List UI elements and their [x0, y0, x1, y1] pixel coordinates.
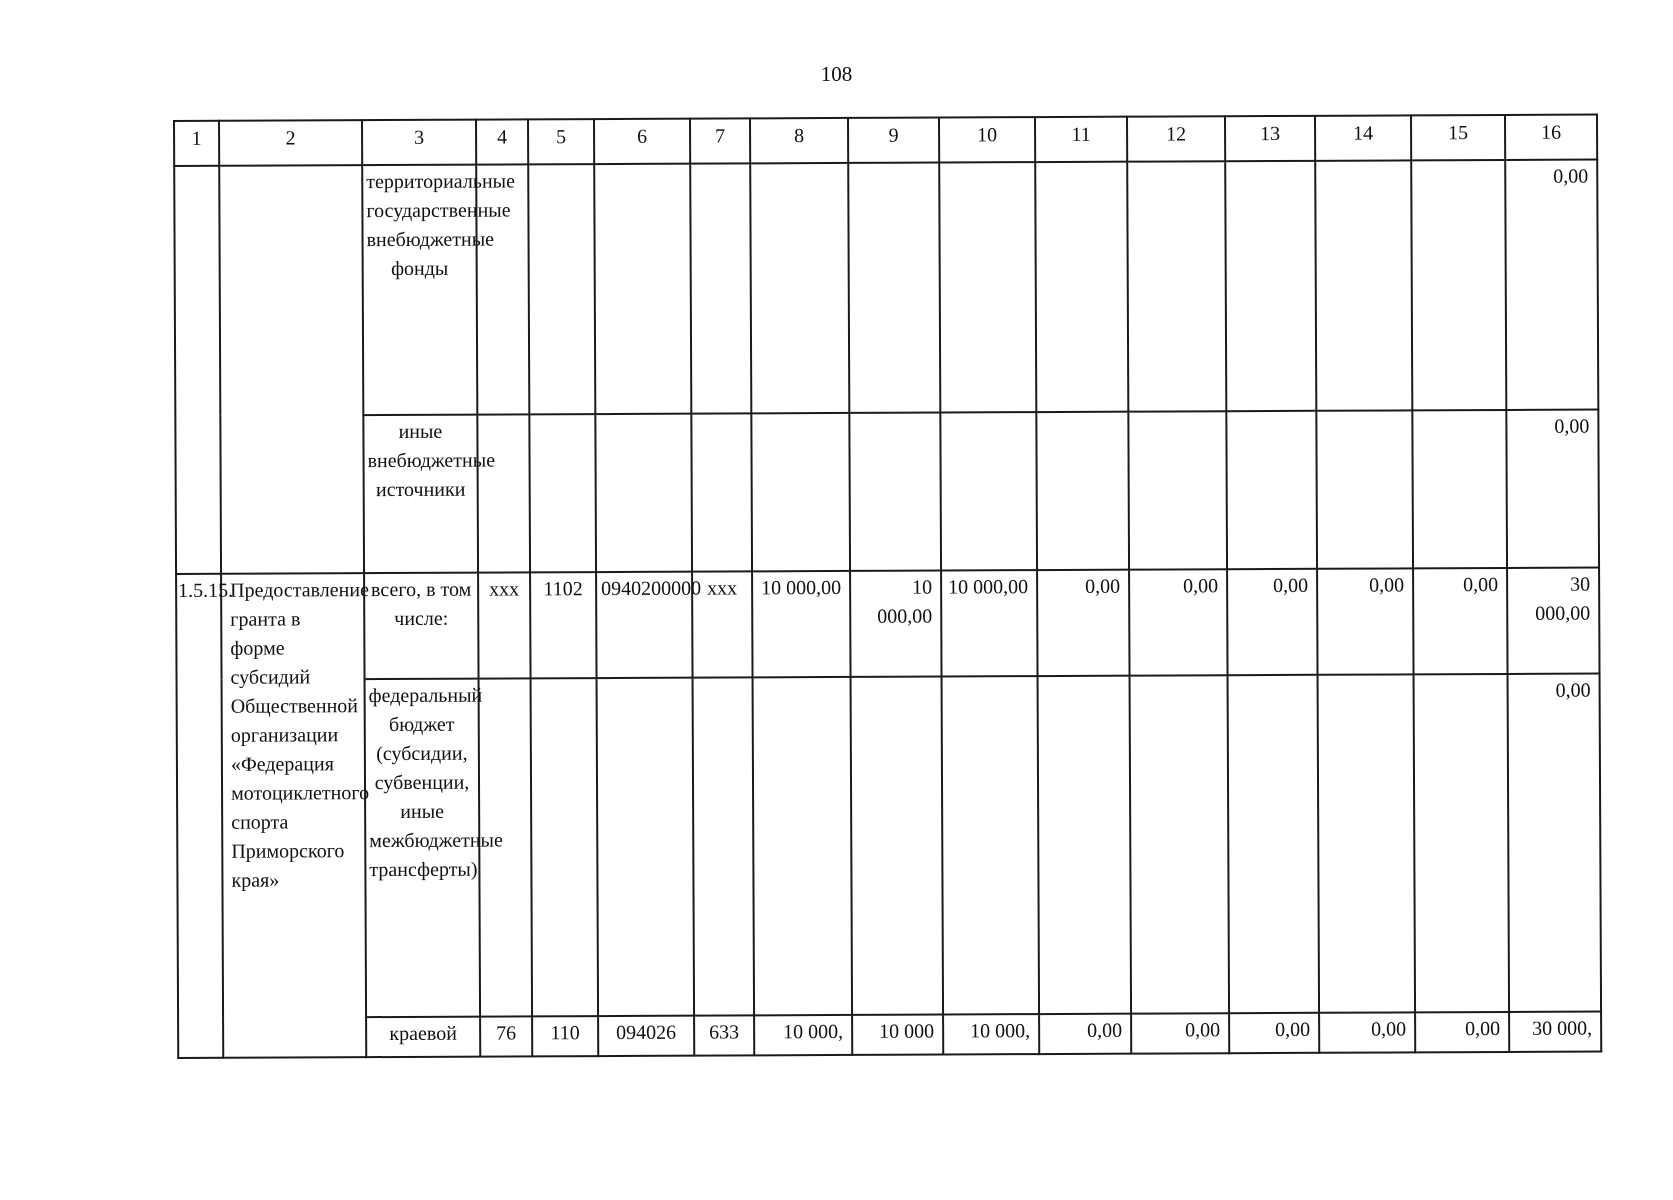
header-col-16: 16	[1505, 115, 1597, 160]
cell-regional-c10: 10 000,	[943, 1014, 1039, 1054]
cell-total-territorial: 0,00	[1505, 160, 1598, 410]
cell-regional-c11: 0,00	[1039, 1014, 1131, 1054]
cell-regional-c8: 10 000,	[754, 1015, 852, 1055]
table-row-regional	[178, 1012, 1601, 1058]
header-col-1: 1	[174, 121, 219, 166]
cell-regional-c14: 0,00	[1319, 1012, 1415, 1052]
cell-regional-c7: 633	[694, 1015, 754, 1055]
cell-source-total: всего, в том числе:	[364, 573, 478, 680]
header-col-10: 10	[939, 117, 1035, 162]
cell-source-territorial: территориальные государственные внебюджетные фонды	[362, 165, 477, 416]
header-col-3: 3	[362, 120, 476, 166]
cell-total-c4: ххх	[478, 572, 530, 678]
cell-source-federal: федеральный бюджет (субсидии, субвенции, иные межбюджетные трансферты)	[365, 679, 481, 1018]
cell-total-c9: 10 000,00	[850, 571, 941, 677]
table-row-other-sources	[175, 410, 1599, 574]
cell-item-number-empty	[174, 166, 221, 574]
cell-regional-c5: 110	[532, 1016, 598, 1056]
cell-total-c13: 0,00	[1227, 569, 1317, 675]
cell-regional-c13: 0,00	[1229, 1013, 1319, 1053]
header-col-13: 13	[1225, 116, 1315, 161]
cell-regional-c15: 0,00	[1415, 1012, 1509, 1052]
cell-item-name: Предоставление гранта в форме субсидий Общественной организации «Федерация мотоциклетного спорта Приморского края»	[221, 573, 366, 1058]
cell-regional-c9: 10 000	[852, 1015, 943, 1055]
table-row-item-total	[176, 568, 1599, 680]
header-col-14: 14	[1315, 115, 1411, 160]
cell-total-other: 0,00	[1506, 410, 1599, 568]
header-col-6: 6	[594, 119, 690, 164]
header-col-12: 12	[1127, 116, 1225, 161]
table-row-territorial-funds	[174, 160, 1598, 416]
cell-regional-c6: 094026	[598, 1016, 694, 1056]
budget-table-wrapper	[173, 114, 1602, 1059]
header-col-5: 5	[528, 119, 594, 164]
cell-regional-c16: 30 000,	[1509, 1012, 1601, 1052]
cell-total-c5: 1102	[530, 572, 596, 678]
cell-total-c12: 0,00	[1129, 569, 1227, 675]
cell-total-c10: 10 000,00	[941, 570, 1037, 676]
cell-regional-c12: 0,00	[1131, 1013, 1229, 1053]
cell-source-regional: краевой	[366, 1017, 480, 1058]
cell-total-c7: ххх	[692, 571, 752, 677]
header-row	[174, 115, 1597, 166]
header-col-11: 11	[1035, 117, 1127, 162]
cell-regional-c4: 76	[480, 1016, 532, 1056]
cell-federal-c16: 0,00	[1508, 674, 1602, 1012]
cell-total-c14: 0,00	[1317, 568, 1413, 674]
cell-total-c6: 0940200000	[596, 572, 692, 678]
header-col-9: 9	[848, 118, 939, 163]
page-number: 108	[820, 62, 853, 86]
header-col-7: 7	[690, 118, 750, 163]
cell-source-other: иные внебюджетные источники	[363, 415, 478, 574]
budget-table	[173, 114, 1602, 1059]
cell-total-c15: 0,00	[1413, 568, 1507, 674]
cell-item-number: 1.5.15.	[176, 574, 223, 1058]
header-col-8: 8	[750, 118, 848, 163]
header-col-4: 4	[476, 119, 528, 164]
cell-total-c16: 30 000,00	[1507, 568, 1599, 674]
cell-total-c8: 10 000,00	[752, 571, 850, 677]
cell-total-c11: 0,00	[1037, 570, 1129, 676]
cell-item-name-empty	[219, 165, 364, 574]
table-row-federal	[177, 674, 1602, 1018]
header-col-15: 15	[1411, 115, 1505, 160]
header-col-2: 2	[219, 120, 362, 166]
